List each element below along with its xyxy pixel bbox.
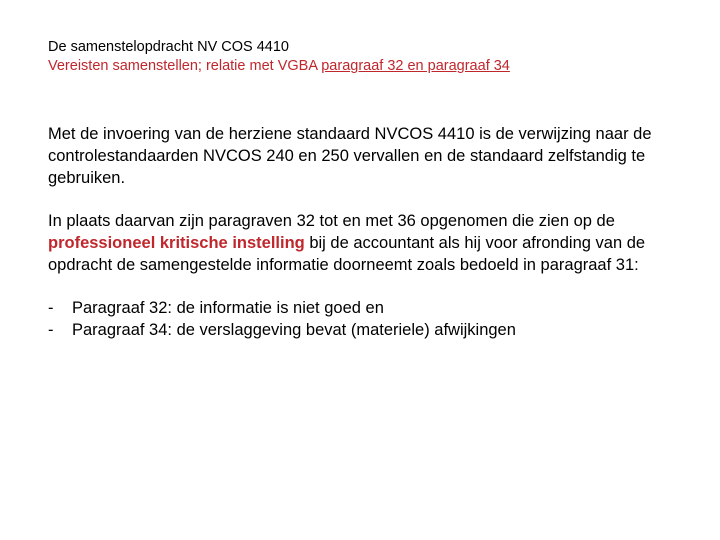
subtitle-underlined-text: paragraaf 32 en paragraaf 34: [321, 58, 510, 74]
paragraph-2-after: bij de accountant als hij voor afronding van de opdracht de samengestelde informatie doorneemt zoals bedoeld in paragraaf 31:: [48, 234, 646, 274]
list-item: [48, 297, 688, 319]
subtitle-text: Vereisten samenstellen; relatie met VGBA: [48, 58, 322, 74]
paragraph-2-before: In plaats daarvan zijn paragraven 32 tot en met 36 opgenomen die zien op de: [48, 212, 615, 230]
slide-subtitle: [48, 57, 688, 76]
list-item-text: Paragraaf 32: de informatie is niet goed en: [72, 299, 384, 317]
list-item-text: Paragraaf 34: de verslaggeving bevat (materiele) afwijkingen: [72, 321, 516, 339]
paragraph-list: [48, 297, 688, 341]
paragraph-2-emphasis: professioneel kritische instelling: [48, 234, 305, 252]
list-item: [48, 319, 688, 341]
paragraph-1: Met de invoering van de herziene standaard NVCOS 4410 is de verwijzing naar de controlestandaarden NVCOS 240 en 250 vervallen en de standaard zelfstandig te gebruiken.: [48, 125, 652, 187]
slide-header: [48, 38, 688, 76]
paragraph-2: [48, 210, 688, 276]
slide-body: [48, 123, 688, 341]
list-bullet: -: [48, 321, 54, 339]
slide-title: De samenstelopdracht NV COS 4410: [48, 39, 289, 55]
list-bullet: -: [48, 299, 54, 317]
